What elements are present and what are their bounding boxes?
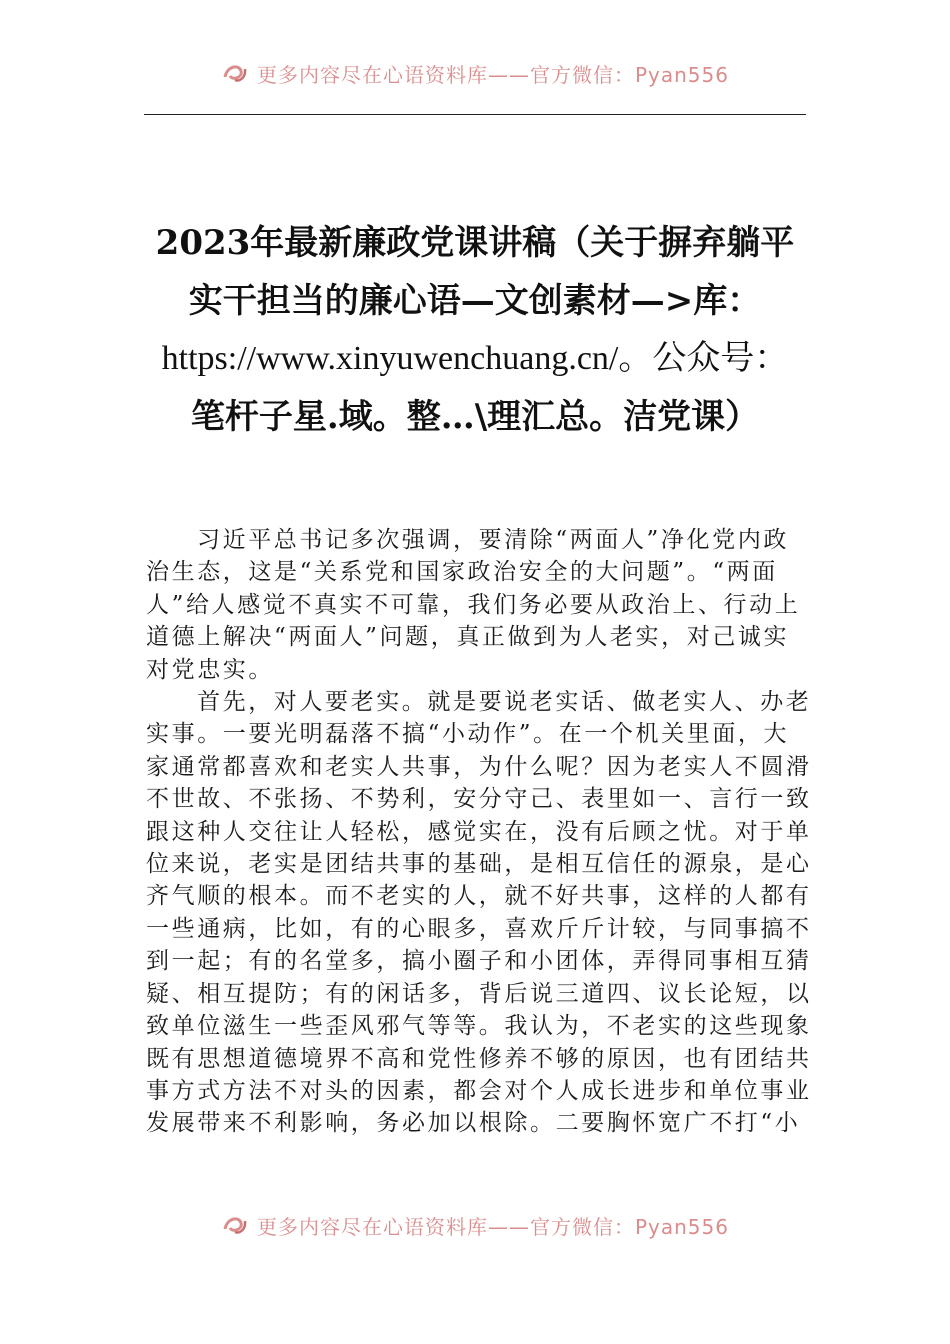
body-line: 人”给人感觉不真实不可靠，我们务必要从政治上、行动上: [146, 591, 801, 618]
body-line: 到一起；有的名堂多，搞小圈子和小团体，弄得同事相互猜: [146, 948, 812, 975]
watermark-text: 更多内容尽在心语资料库——官方微信：Pyan556: [256, 62, 729, 87]
brand-swirl-icon: [221, 62, 249, 84]
title-line-1: 2023年最新廉政党课讲稿（关于摒弃躺平: [155, 223, 795, 263]
title-line-2: 实干担当的廉心语—文创素材—>库：: [188, 281, 762, 321]
header-divider: [144, 114, 806, 115]
document-title: [140, 214, 810, 446]
body-line: 致单位滋生一些歪风邪气等等。我认为，不老实的这些现象: [146, 1013, 812, 1040]
document-body: [146, 524, 812, 1140]
body-line: 一些通病，比如，有的心眼多，喜欢斤斤计较，与同事搞不: [146, 915, 812, 942]
watermark-footer: [0, 1208, 950, 1242]
brand-swirl-icon: [221, 1214, 249, 1236]
title-line-4: 笔杆子星.域。整…\理汇总。洁党课）: [190, 397, 760, 437]
body-line: 道德上解决“两面人”问题，真正做到为人老实，对己诚实: [146, 624, 790, 651]
title-line-3: https://www.xinyuwenchuang.cn/。公众号：: [161, 340, 789, 377]
body-line: 对党忠实。: [146, 656, 274, 683]
body-line: 实事。一要光明磊落不搞“小动作”。在一个机关里面，大: [146, 721, 790, 748]
body-line: 位来说，老实是团结共事的基础，是相互信任的源泉，是心: [146, 851, 812, 878]
body-line: 治生态，这是“关系党和国家政治安全的大问题”。“两面: [146, 559, 778, 586]
body-line: 首先，对人要老实。就是要说老实话、做老实人、办老: [197, 689, 812, 716]
watermark-header: [0, 56, 950, 90]
body-line: 发展带来不利影响，务必加以根除。二要胸怀宽广不打“小: [146, 1110, 801, 1137]
body-line: 不世故、不张扬、不势利，安分守己、表里如一、言行一致: [146, 786, 812, 813]
body-line: 习近平总书记多次强调，要清除“两面人”净化党内政: [197, 527, 789, 553]
body-line: 事方式方法不对头的因素，都会对个人成长进步和单位事业: [146, 1077, 812, 1104]
watermark-text: 更多内容尽在心语资料库——官方微信：Pyan556: [256, 1214, 729, 1239]
body-line: 家通常都喜欢和老实人共事，为什么呢？因为老实人不圆滑: [146, 753, 812, 780]
body-line: 齐气顺的根本。而不老实的人，就不好共事，这样的人都有: [146, 883, 812, 910]
body-line: 跟这种人交往让人轻松，感觉实在，没有后顾之忧。对于单: [146, 818, 812, 845]
body-line: 疑、相互提防；有的闲话多，背后说三道四、议长论短，以: [146, 980, 812, 1007]
body-line: 既有思想道德境界不高和党性修养不够的原因，也有团结共: [146, 1045, 812, 1072]
